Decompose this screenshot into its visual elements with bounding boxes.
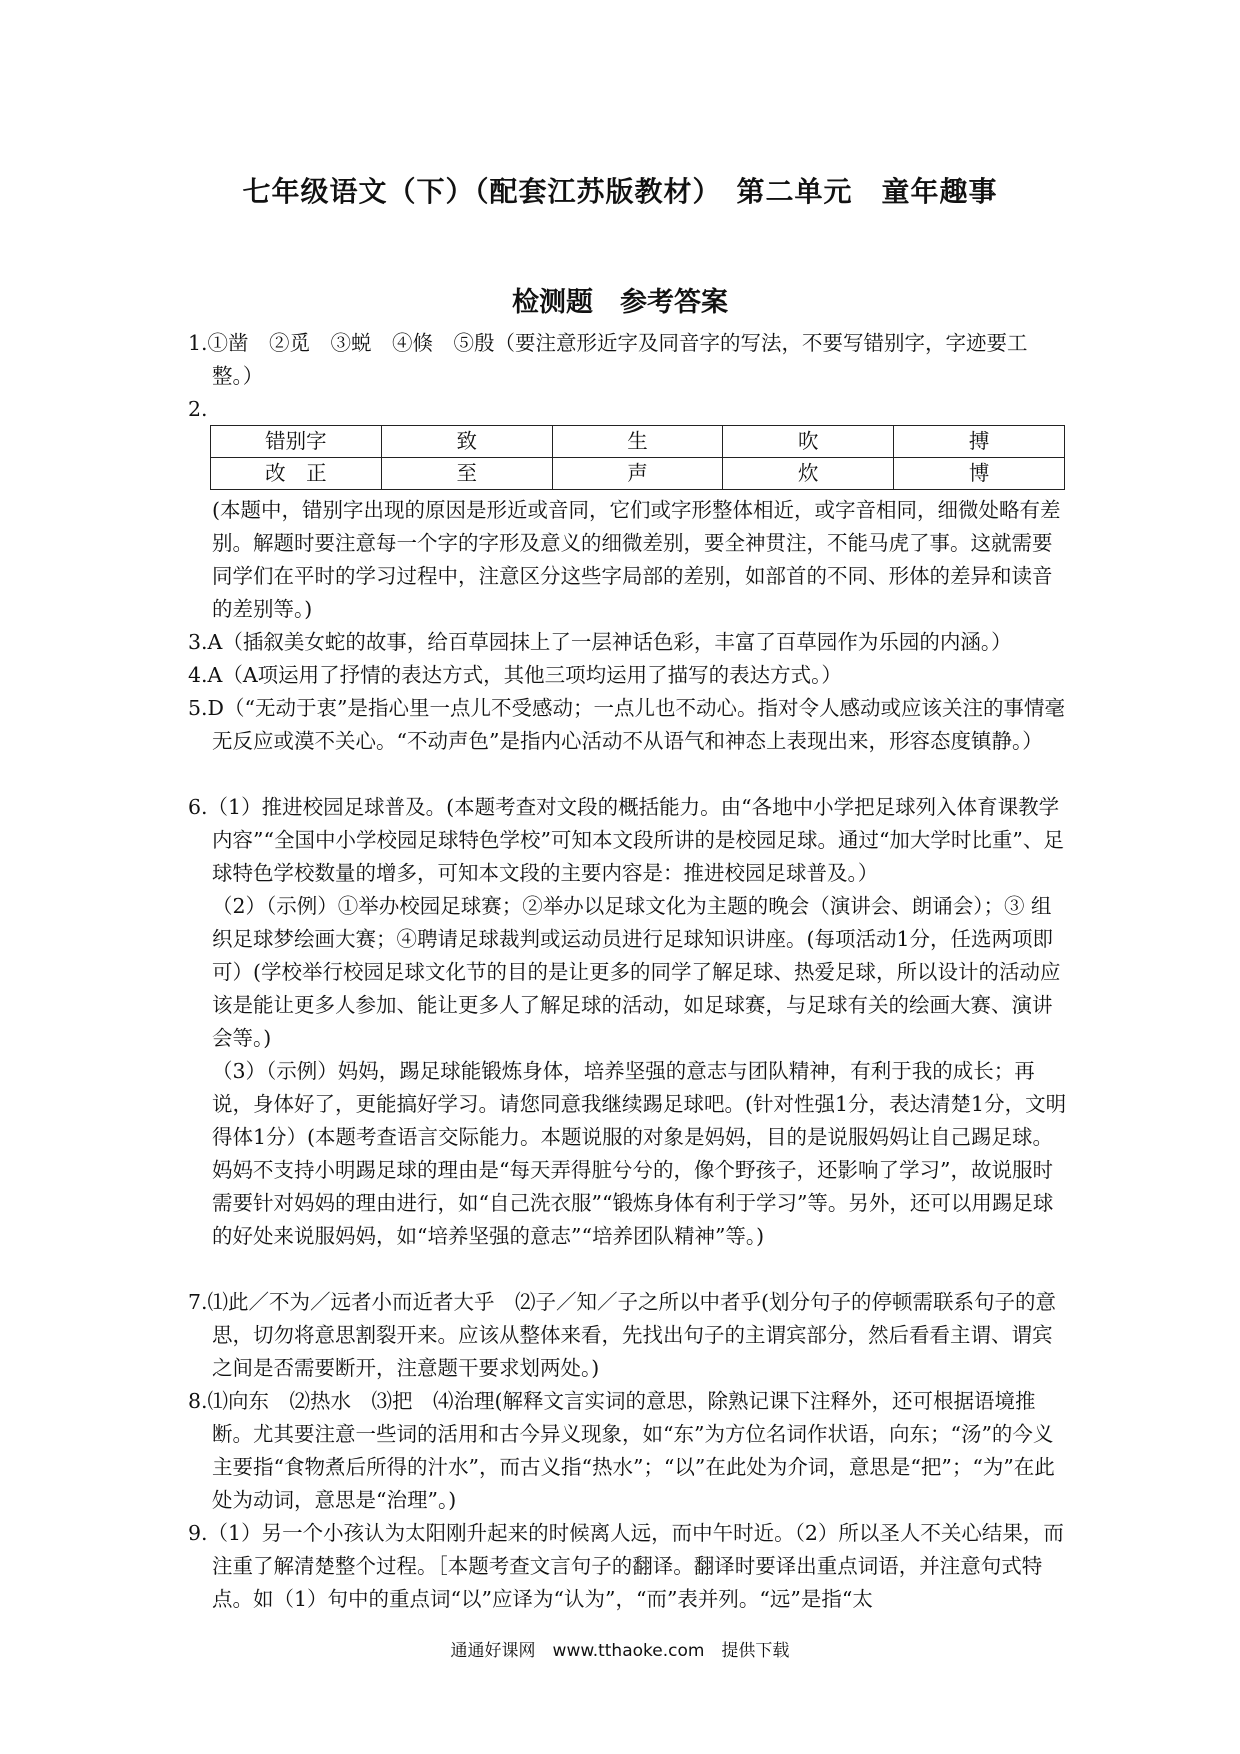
answer-3: 3.A（插叙美女蛇的故事，给百草园抹上了一层神话色彩，丰富了百草园作为乐园的内涵。） (188, 630, 1012, 654)
errata-table (210, 425, 1065, 490)
section-title: 检测题 参考答案 (512, 287, 728, 318)
table-cell: 错别字 (211, 426, 382, 458)
answer-2-note: (本题中，错别字出现的原因是形近或音同，它们或字形整体相近，或字音相同，细微处略有差别。解题时要注意每一个字的字形及意义的细微差别，要全神贯注，不能马虎了事。这就需要同学们在平时的学习过程中，注意区分这些字局部的差别，如部首的不同、形体的差异和读音的差别等。) (212, 498, 1061, 621)
table-cell: 博 (894, 458, 1065, 490)
table-cell: 改 正 (211, 458, 382, 490)
answer-6-part-2: （2）（示例）①举办校园足球赛；②举办以足球文化为主题的晚会（演讲会、朗诵会）；③ 组织足球梦绘画大赛；④聘请足球裁判或运动员进行足球知识讲座。(每项活动1分，任选两项即可）(学校举行校园足球文化节的目的是让更多的同学了解足球、热爱足球，所以设计的活动应该是能让更多人参加、能让更多人了解足球的活动，如足球赛，与足球有关的绘画大赛、演讲会等。) (212, 894, 1061, 1050)
page-footer: 通通好课网 www.tthaoke.com 提供下载 (450, 1641, 790, 1661)
answer-8: 8.⑴向东 ⑵热水 ⑶把 ⑷治理(解释文言实词的意思，除熟记课下注释外，还可根据语境推断。尤其要注意一些词的活用和古今异义现象，如“东”为方位名词作状语，向东；“汤”的今义主要指“食物煮后所得的汁水”，而古义指“热水”；“以”在此处为介词，意思是“把”；“为”在此处为动词，意思是“治理”。) (188, 1389, 1055, 1512)
table-cell: 炊 (723, 458, 894, 490)
answer-4: 4.A（A项运用了抒情的表达方式，其他三项均运用了描写的表达方式。） (188, 663, 842, 687)
table-row (211, 426, 1065, 458)
answer-2-label: 2. (188, 397, 208, 421)
answer-6-part-1: 6.（1）推进校园足球普及。(本题考查对文段的概括能力。由“各地中小学把足球列入体育课教学内容”“全国中小学校园足球特色学校”可知本文段所讲的是校园足球。通过“加大学时比重”、足球特色学校数量的增多，可知本文段的主要内容是：推进校园足球普及。） (188, 795, 1064, 885)
answer-6-part-3: （3）（示例）妈妈，踢足球能锻炼身体，培养坚强的意志与团队精神，有利于我的成长；再说，身体好了，更能搞好学习。请您同意我继续踢足球吧。(针对性强1分，表达清楚1分，文明得体1分）(本题考查语言交际能力。本题说服的对象是妈妈，目的是说服妈妈让自己踢足球。妈妈不支持小明踢足球的理由是“每天弄得脏兮兮的，像个野孩子，还影响了学习”，故说服时需要针对妈妈的理由进行，如“自己洗衣服”“锻炼身体有利于学习”等。另外，还可以用踢足球的好处来说服妈妈，如“培养坚强的意志”“培养团队精神”等。) (212, 1059, 1067, 1248)
answer-1: 1.①凿 ②觅 ③蜕 ④倏 ⑤殷（要注意形近字及同音字的写法，不要写错别字，字迹要工整。） (188, 331, 1028, 388)
answer-9: 9.（1）另一个小孩认为太阳刚升起来的时候离人远，而中午时近。（2）所以圣人不关心结果，而注重了解清楚整个过程。［本题考查文言句子的翻译。翻译时要译出重点词语，并注意句式特点。如（1）句中的重点词“以”应译为“认为”，“而”表并列。“远”是指“太 (188, 1521, 1064, 1611)
table-cell: 致 (381, 426, 552, 458)
table-row (211, 458, 1065, 490)
answer-5: 5.D（“无动于衷”是指心里一点儿不受感动；一点儿也不动心。指对令人感动或应该关注的事情毫无反应或漠不关心。“不动声色”是指内心活动不从语气和神态上表现出来，形容态度镇静。） (188, 696, 1065, 753)
table-cell: 声 (552, 458, 723, 490)
errata-table-wrapper (210, 425, 1065, 490)
document-title: 七年级语文（下）（配套江苏版教材） 第二单元 童年趣事 (242, 175, 998, 208)
table-cell: 至 (381, 458, 552, 490)
table-cell: 生 (552, 426, 723, 458)
answer-7: 7.⑴此／不为／远者小而近者大乎 ⑵子／知／子之所以中者乎(划分句子的停顿需联系句子的意思，切勿将意思割裂开来。应该从整体来看，先找出句子的主谓宾部分，然后看看主谓、谓宾之间是否需要断开，注意题干要求划两处。) (188, 1290, 1057, 1380)
table-cell: 吹 (723, 426, 894, 458)
table-cell: 搏 (894, 426, 1065, 458)
